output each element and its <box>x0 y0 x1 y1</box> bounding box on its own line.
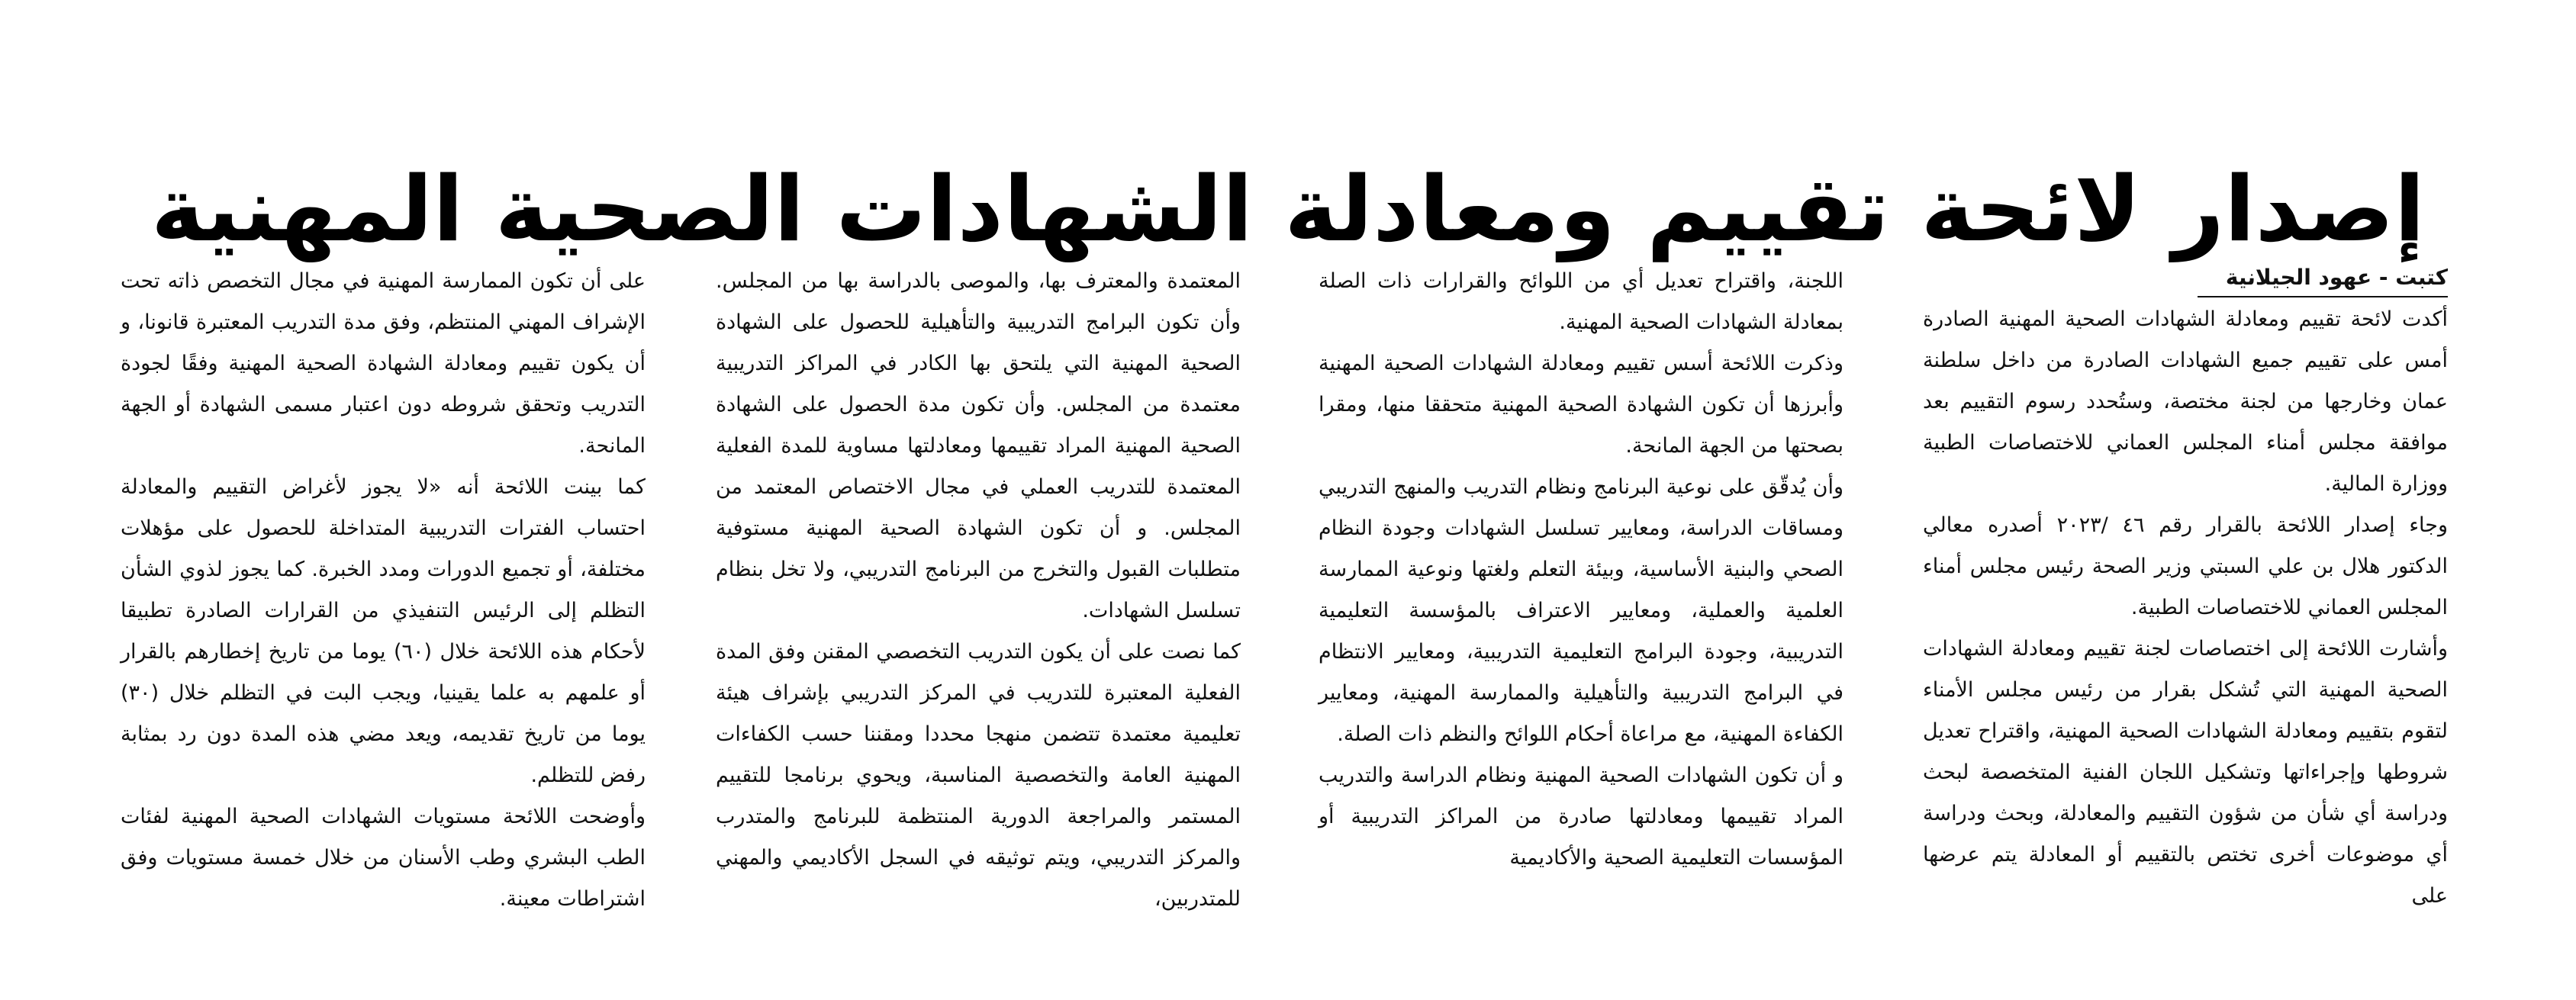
article-paragraph: على أن تكون الممارسة المهنية في مجال التخصص ذاته تحت الإشراف المهني المنتظم، وفق مدة التدريب المعتبرة قانونا، و أن يكون تقييم ومعادلة الشهادة الصحية المهنية وفقًا لجودة التدريب وتحقق شروطه دون اعتبار مسمى الشهادة أو الجهة المانحة. <box>121 269 646 458</box>
article-paragraph: وذكرت اللائحة أسس تقييم ومعادلة الشهادات الصحية المهنية وأبرزها أن تكون الشهادة الصحية المهنية متحققا منها، ومقرا بصحتها من الجهة المانحة. <box>1319 352 1843 458</box>
article-column-2 <box>1319 261 1843 970</box>
article-column-3 <box>716 261 1241 970</box>
article-paragraph: كما نصت على أن يكون التدريب التخصصي المقنن وفق المدة الفعلية المعتبرة للتدريب في المركز التدريبي بإشراف هيئة تعليمية معتمدة تتضمن منهجا محددا ومقننا حسب الكفاءات المهنية العامة والتخصصية المناسبة، ويحوي برنامجا للتقييم المستمر والمراجعة الدورية المنتظمة للبرنامج والمتدرب والمركز التدريبي، ويتم توثيقه في السجل الأكاديمي والمهني للمتدربين، <box>716 640 1241 911</box>
article-byline: كتبت - عهود الجيلانية <box>2198 261 2448 297</box>
article-paragraph: وأن يُدقّق على نوعية البرنامج ونظام التدريب والمنهج التدريبي ومساقات الدراسة، ومعايير تسلسل الشهادات وجودة النظام الصحي والبنية الأساسية، وبيئة التعلم ولغتها ونوعية الممارسة العلمية والعملية، ومعايير الاعتراف بالمؤسسة التعليمية التدريبية، وجودة البرامج التعليمية التدريبية، ومعايير الانتظام في البرامج التدريبية والتأهيلية والممارسة المهنية، ومعايير الكفاءة المهنية، مع مراعاة أحكام اللوائح والنظم ذات الصلة. <box>1319 475 1843 746</box>
article-paragraph: وأوضحت اللائحة مستويات الشهادات الصحية المهنية لفئات الطب البشري وطب الأسنان من خلال خمسة مستويات وفق اشتراطات معينة. <box>121 805 646 911</box>
article-paragraph: وجاء إصدار اللائحة بالقرار رقم ٤٦ /٢٠٢٣ أصدره معالي الدكتور هلال بن علي السبتي وزير الصحة رئيس مجلس أمناء المجلس العماني للاختصاصات الطبية. <box>1923 513 2448 619</box>
article-headline: إصدار لائحة تقييم ومعادلة الشهادات الصحية المهنية <box>150 156 2426 262</box>
article-column-4 <box>121 261 646 970</box>
article-paragraph: وأشارت اللائحة إلى اختصاصات لجنة تقييم ومعادلة الشهادات الصحية المهنية التي تُشكل بقرار من رئيس مجلس الأمناء لتقوم بتقييم ومعادلة الشهادات الصحية المهنية، واقتراح تعديل شروطها وإجراءاتها وتشكيل اللجان الفنية المتخصصة لبحث ودراسة أي شأن من شؤون التقييم والمعادلة، وبحث ودراسة أي موضوعات أخرى تختص بالتقييم أو المعادلة يتم عرضها على <box>1923 637 2448 908</box>
article-paragraph: المعتمدة والمعترف بها، والموصى بالدراسة بها من المجلس. وأن تكون البرامج التدريبية والتأهيلية للحصول على الشهادة الصحية المهنية التي يلتحق بها الكادر في المراكز التدريبية معتمدة من المجلس. وأن تكون مدة الحصول على الشهادة الصحية المهنية المراد تقييمها ومعادلتها مساوية للمدة الفعلية المعتمدة للتدريب العملي في مجال الاختصاص المعتمد من المجلس. و أن تكون الشهادة الصحية المهنية مستوفية متطلبات القبول والتخرج من البرنامج التدريبي، ولا تخل بنظام تسلسل الشهادات. <box>716 269 1241 622</box>
article-column-1 <box>1923 299 2448 970</box>
article-paragraph: اللجنة، واقتراح تعديل أي من اللوائح والقرارات ذات الصلة بمعادلة الشهادات الصحية المهنية. <box>1319 269 1843 334</box>
article-paragraph: و أن تكون الشهادات الصحية المهنية ونظام الدراسة والتدريب المراد تقييمها ومعادلتها صادرة من المراكز التدريبية أو المؤسسات التعليمية الصحية والأكاديمية <box>1319 764 1843 870</box>
article-paragraph: أكدت لائحة تقييم ومعادلة الشهادات الصحية المهنية الصادرة أمس على تقييم جميع الشهادات الصادرة من داخل سلطنة عمان وخارجها من لجنة مختصة، وستُحدد رسوم التقييم بعد موافقة مجلس أمناء المجلس العماني للاختصاصات الطبية ووزارة المالية. <box>1923 307 2448 496</box>
article-paragraph: كما بينت اللائحة أنه «لا يجوز لأغراض التقييم والمعادلة احتساب الفترات التدريبية المتداخلة للحصول على مؤهلات مختلفة، أو تجميع الدورات ومدد الخبرة. كما يجوز لذوي الشأن التظلم إلى الرئيس التنفيذي من القرارات الصادرة تطبيقا لأحكام هذه اللائحة خلال (٦٠) يوما من تاريخ إخطارهم بالقرار أو علمهم به علما يقينيا، ويجب البت في التظلم خلال (٣٠) يوما من تاريخ تقديمه، ويعد مضي هذه المدة دون رد بمثابة رفض للتظلم. <box>121 475 646 787</box>
